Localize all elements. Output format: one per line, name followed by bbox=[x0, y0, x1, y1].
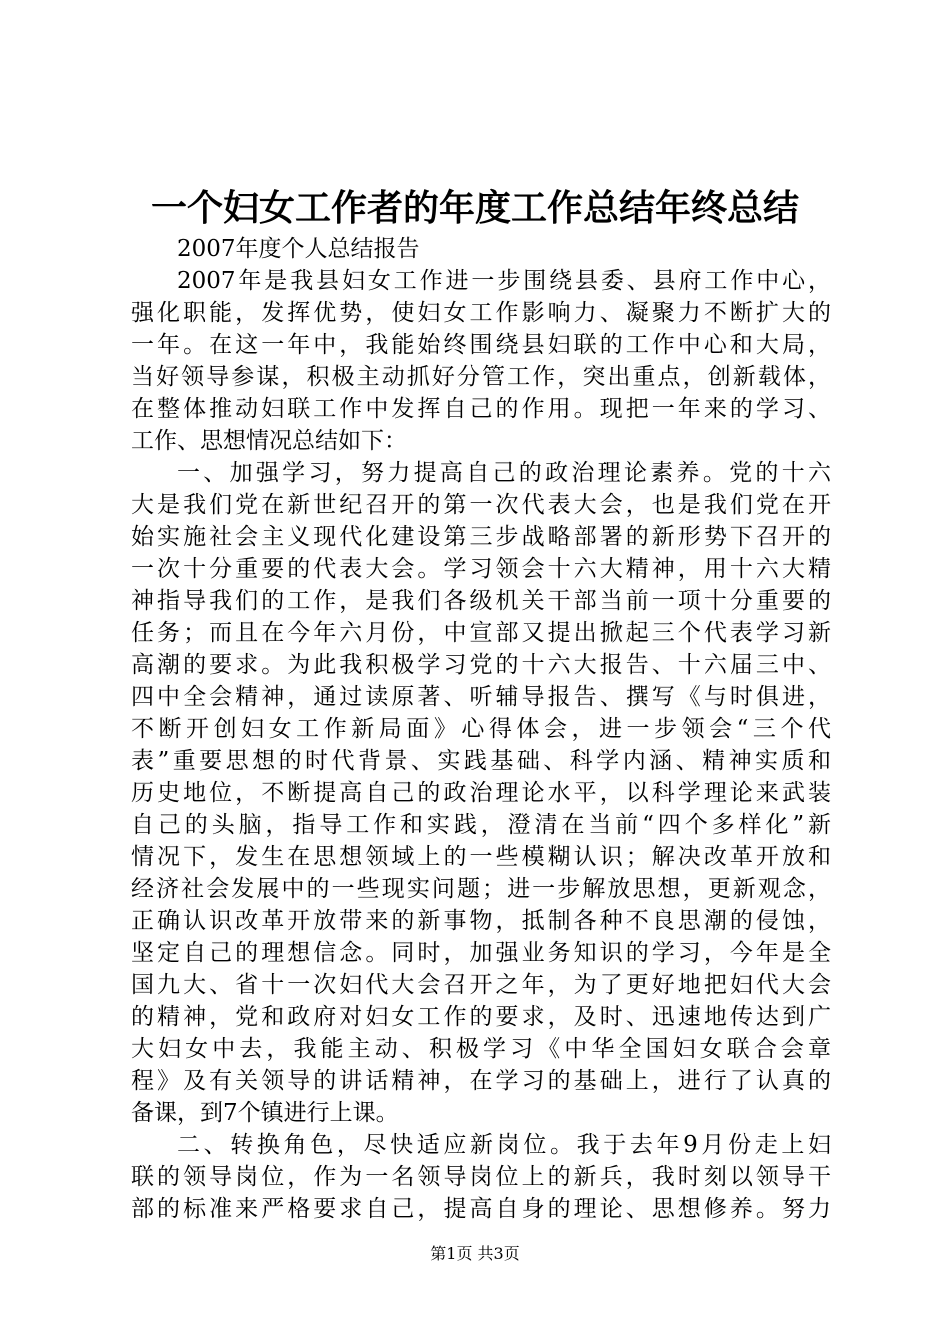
body-line: 一、加强学习，努力提高自己的政治理论素养。党的十六 bbox=[177, 460, 831, 486]
body-line: 大妇女中去，我能主动、积极学习《中华全国妇女联合会章 bbox=[131, 1036, 831, 1062]
body-line: 历史地位，不断提高自己的政治理论水平，以科学理论来武装 bbox=[131, 780, 831, 806]
body-line: 正确认识改革开放带来的新事物，抵制各种不良思潮的侵蚀， bbox=[131, 908, 831, 934]
body-line: 在整体推动妇联工作中发挥自己的作用。现把一年来的学习、 bbox=[131, 396, 831, 422]
subtitle-line: 2007年度个人总结报告 bbox=[177, 236, 420, 262]
body-line: 的精神，党和政府对妇女工作的要求，及时、迅速地传达到广 bbox=[131, 1004, 831, 1030]
body-line: 高潮的要求。为此我积极学习党的十六大报告、十六届三中、 bbox=[131, 652, 831, 678]
body-line: 自己的头脑，指导工作和实践，澄清在当前“四个多样化”新 bbox=[131, 812, 831, 838]
body-line: 部的标准来严格要求自己，提高自身的理论、思想修养。努力 bbox=[131, 1196, 831, 1222]
body-line: 不断开创妇女工作新局面》心得体会，进一步领会“三个代 bbox=[131, 716, 831, 742]
body-line: 备课，到7个镇进行上课。 bbox=[131, 1100, 399, 1126]
body-line: 经济社会发展中的一些现实问题；进一步解放思想，更新观念， bbox=[131, 876, 831, 902]
body-line: 程》及有关领导的讲话精神，在学习的基础上，进行了认真的 bbox=[131, 1068, 831, 1094]
body-line: 强化职能，发挥优势，使妇女工作影响力、凝聚力不断扩大的 bbox=[131, 300, 831, 326]
body-line: 坚定自己的理想信念。同时，加强业务知识的学习，今年是全 bbox=[131, 940, 831, 966]
body-line: 联的领导岗位，作为一名领导岗位上的新兵，我时刻以领导干 bbox=[131, 1164, 831, 1190]
body-line: 神指导我们的工作，是我们各级机关干部当前一项十分重要的 bbox=[131, 588, 831, 614]
body-line: 四中全会精神，通过读原著、听辅导报告、撰写《与时俱进， bbox=[131, 684, 831, 710]
body-line: 情况下，发生在思想领域上的一些模糊认识；解决改革开放和 bbox=[131, 844, 831, 870]
body-line: 一次十分重要的代表大会。学习领会十六大精神，用十六大精 bbox=[131, 556, 831, 582]
body-line: 一年。在这一年中，我能始终围绕县妇联的工作中心和大局， bbox=[131, 332, 831, 358]
body-line: 当好领导参谋，积极主动抓好分管工作，突出重点，创新载体， bbox=[131, 364, 831, 390]
document-title: 一个妇女工作者的年度工作总结年终总结 bbox=[150, 187, 799, 229]
body-line: 大是我们党在新世纪召开的第一次代表大会，也是我们党在开 bbox=[131, 492, 831, 518]
page-footer: 第1页 共3页 bbox=[430, 1244, 520, 1263]
body-line: 表”重要思想的时代背景、实践基础、科学内涵、精神实质和 bbox=[131, 748, 831, 774]
body-line: 国九大、省十一次妇代大会召开之年，为了更好地把妇代大会 bbox=[131, 972, 831, 998]
body-line: 二、转换角色，尽快适应新岗位。我于去年9月份走上妇 bbox=[177, 1132, 831, 1158]
body-line: 工作、思想情况总结如下： bbox=[131, 428, 407, 454]
body-line: 始实施社会主义现代化建设第三步战略部署的新形势下召开的 bbox=[131, 524, 831, 550]
body-line: 任务；而且在今年六月份，中宣部又提出掀起三个代表学习新 bbox=[131, 620, 831, 646]
body-line: 2007年是我县妇女工作进一步围绕县委、县府工作中心， bbox=[177, 268, 831, 294]
